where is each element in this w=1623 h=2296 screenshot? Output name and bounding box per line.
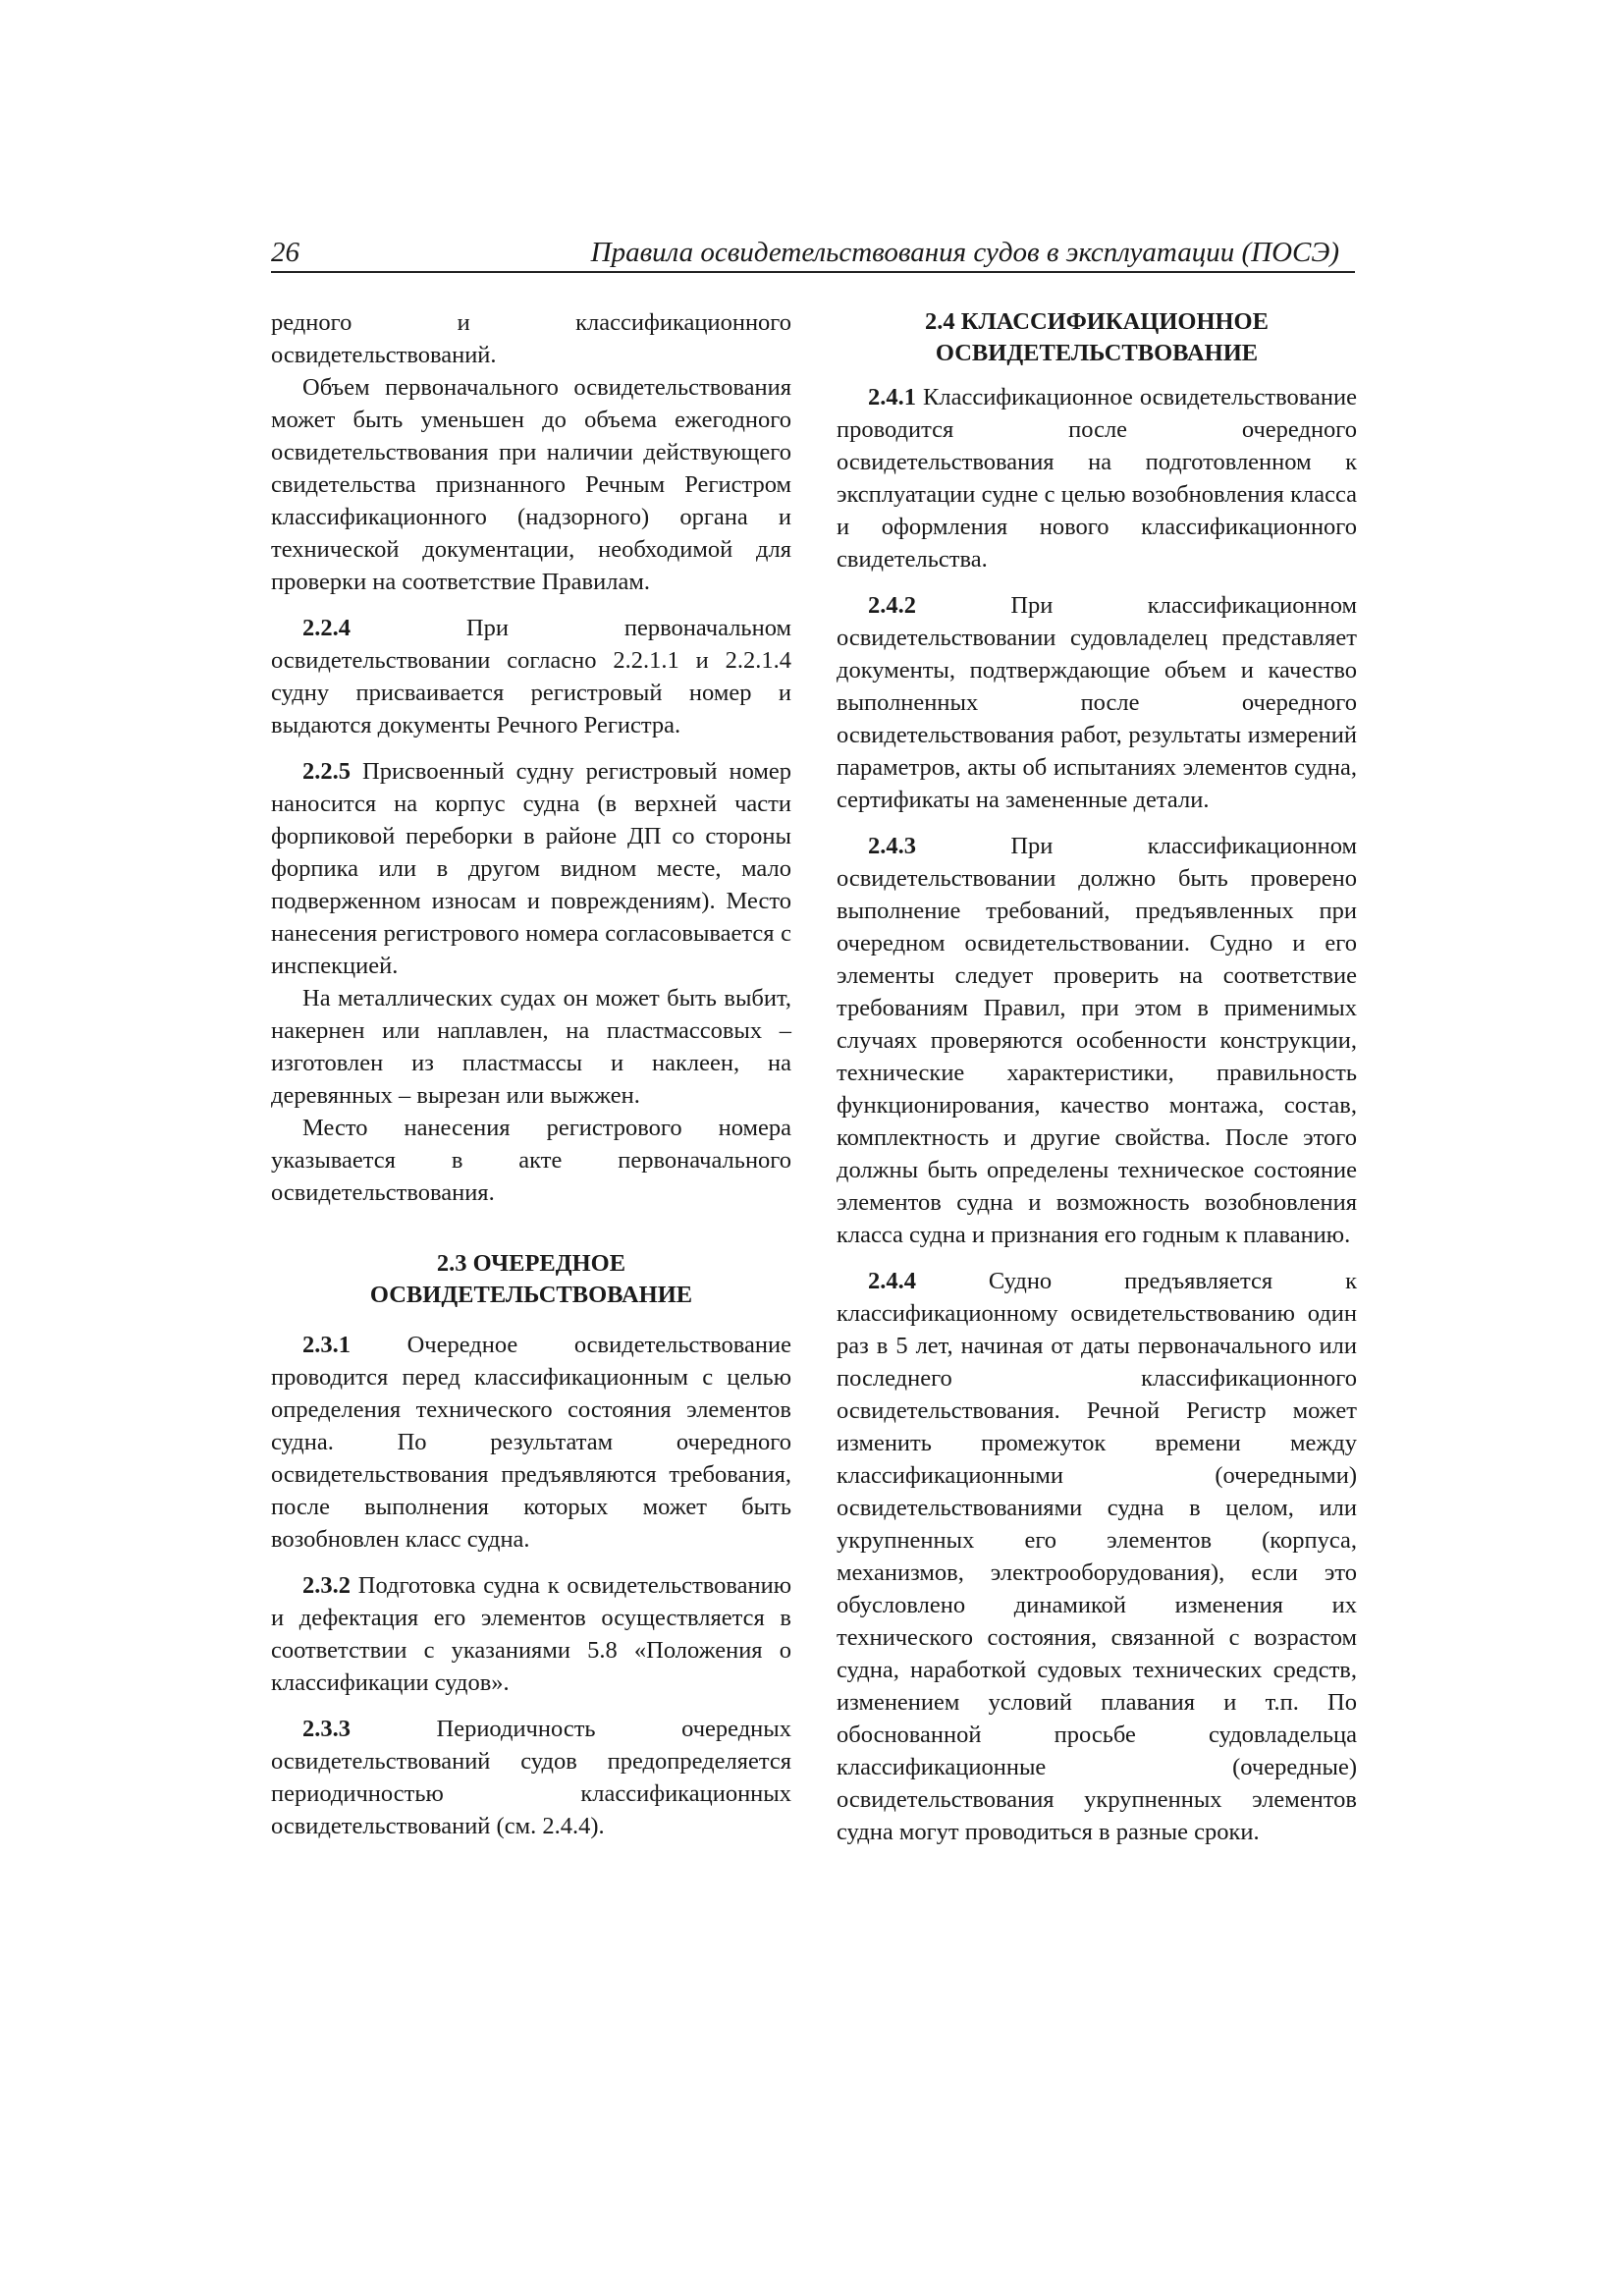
clause-number: 2.2.5 <box>302 758 351 785</box>
heading-line: 2.4 КЛАССИФИКАЦИОННОЕ <box>925 308 1269 335</box>
clause-text: Периодичность очередных освидетельствований судов предопределяется периодичностью классификационных освидетельствований (см. 2.4.4). <box>271 1716 791 1839</box>
clause-number: 2.3.2 <box>302 1572 351 1599</box>
clause-text: При классификационном освидетельствовании судовладелец представляет документы, подтверждающие объем и качество выполненных после очередного освидетельствования работ, результаты измерений параметров, акты об испытаниях элементов судна, сертификаты на замененные детали. <box>837 592 1357 813</box>
paragraph-continuation: редного и классификационного освидетельствований. <box>271 309 791 368</box>
running-title: Правила освидетельствования судов в эксплуатации (ПОСЭ) <box>590 237 1339 268</box>
clause-2-3-2 <box>271 1569 791 1699</box>
clause-number: 2.3.3 <box>302 1716 351 1742</box>
clause-text: Классификационное освидетельствование проводится после очередного освидетельствования на подготовленном к эксплуатации судне с целью возобновления класса и оформления нового классификационного свидетельства. <box>837 384 1357 573</box>
clause-text: Судно предъявляется к классификационному освидетельствованию один раз в 5 лет, начиная от даты первоначального или последнего классификационного освидетельствования. Речной Регистр может изменить промежуток времени между классификационными (очередными) освидетельствованиями судна в целом, или укрупненных его элементов (корпуса, механизмов, электрооборудования), если это обусловлено динамикой изменения их технического состояния, связанной с возрастом судна, наработкой судовых технических средств, изменением условий плавания и т.п. По обоснованной просьбе судовладельца классификационные (очередные) освидетельствования укрупненных элементов судна могут проводиться в разные сроки. <box>837 1268 1357 1845</box>
section-heading-2-4 <box>837 306 1357 369</box>
clause-text: Присвоенный судну регистровый номер наносится на корпус судна (в верхней части форпиковой переборки в районе ДП со стороны форпика или в другом видном месте, мало подверженном износам и повреждениям). Место нанесения регистрового номера согласовывается с инспекцией. <box>271 758 791 979</box>
clause-text: При классификационном освидетельствовании должно быть проверено выполнение требований, предъявленных при очередном освидетельствовании. Судно и его элементы следует проверить на соответствие требованиям Правил, при этом в применимых случаях проверяются особенности конструкции, технические характеристики, правильность функционирования, качество монтажа, состав, комплектность и другие свойства. После этого должны быть определены техническое состояние элементов судна и возможность возобновления класса судна и признания его годным к плаванию. <box>837 833 1357 1248</box>
section-heading-2-3 <box>271 1248 791 1311</box>
clause-number: 2.4.1 <box>868 384 916 410</box>
clause-2-4-3 <box>837 830 1357 1251</box>
page-number: 26 <box>271 237 299 268</box>
clause-number: 2.4.2 <box>868 592 916 619</box>
paragraph-scope: Объем первоначального освидетельствования может быть уменьшен до объема ежегодного освидетельствования при наличии действующего свидетельства признанного Речным Регистром классификационного (надзорного) органа и технической документации, необходимой для проверки на соответствие Правилам. <box>271 374 791 595</box>
page-header <box>271 236 1355 273</box>
heading-line: ОСВИДЕТЕЛЬСТВОВАНИЕ <box>369 1282 693 1308</box>
clause-2-2-5 <box>271 755 791 982</box>
clause-text: Очередное освидетельствование проводится перед классификационным с целью определения технического состояния элементов судна. По результатам очередного освидетельствования предъявляются требования, после выполнения которых может быть возобновлен класс судна. <box>271 1332 791 1553</box>
clause-2-2-4 <box>271 612 791 741</box>
clause-number: 2.3.1 <box>302 1332 351 1358</box>
left-column <box>271 306 791 1842</box>
right-column <box>837 306 1357 1848</box>
clause-number: 2.4.4 <box>868 1268 916 1294</box>
clause-text: При первоначальном освидетельствовании согласно 2.2.1.1 и 2.2.1.4 судну присваивается регистровый номер и выдаются документы Речного Регистра. <box>271 615 791 738</box>
clause-number: 2.4.3 <box>868 833 916 859</box>
clause-text: Подготовка судна к освидетельствованию и дефектация его элементов осуществляется в соответствии с указаниями 5.8 «Положения о классификации судов». <box>271 1572 791 1696</box>
paragraph-number-place: Место нанесения регистрового номера указывается в акте первоначального освидетельствования. <box>271 1115 791 1206</box>
heading-line: 2.3 ОЧЕРЕДНОЕ <box>436 1250 626 1277</box>
heading-line: ОСВИДЕТЕЛЬСТВОВАНИЕ <box>935 340 1259 366</box>
clause-2-3-3 <box>271 1713 791 1842</box>
paragraph-metal-vessels: На металлических судах он может быть выбит, накернен или наплавлен, на пластмассовых – изготовлен из пластмассы и наклеен, на деревянных – вырезан или выжжен. <box>271 985 791 1109</box>
clause-2-4-1 <box>837 381 1357 575</box>
clause-2-4-2 <box>837 589 1357 816</box>
clause-2-3-1 <box>271 1329 791 1556</box>
clause-number: 2.2.4 <box>302 615 351 641</box>
clause-2-4-4 <box>837 1265 1357 1848</box>
